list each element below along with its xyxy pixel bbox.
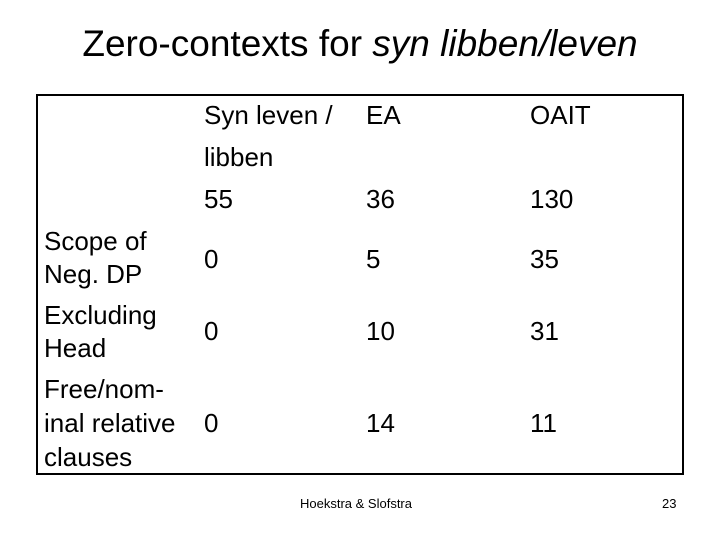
slide-title [0,20,720,68]
column-header-syn-leven-total: 55 [204,184,233,214]
row-label-scope-of-neg-dp-line-1: Scope of [44,226,147,256]
row-label-free-relatives-line-2: inal relative [44,408,176,438]
cell-scope-ea: 5 [366,244,381,274]
column-header-oait: OAIT [530,100,591,130]
row-label-scope-of-neg-dp-line-2: Neg. DP [44,259,143,289]
row-label-free-relatives-line-3: clauses [44,442,133,472]
cell-scope-oait: 35 [530,244,559,274]
cell-excluding-oait: 31 [530,316,559,346]
cell-free-relatives-oait: 11 [530,408,557,438]
cell-excluding-ea: 10 [366,316,395,346]
column-header-syn-leven-line-2: libben [204,142,274,172]
page-number: 23 [662,496,677,511]
cell-free-relatives-syn-leven: 0 [204,408,219,438]
row-label-excluding-head-line-1: Excluding [44,300,157,330]
cell-free-relatives-ea: 14 [366,408,395,438]
column-header-syn-leven-line-1: Syn leven / [204,100,333,130]
column-header-ea: EA [366,100,401,130]
column-header-oait-total: 130 [530,184,574,214]
column-header-ea-total: 36 [366,184,395,214]
footer-source: Hoekstra & Slofstra [300,496,412,511]
row-label-free-relatives-line-1: Free/nom- [44,374,164,404]
slide-title-italic: syn libben/leven [372,23,638,64]
cell-scope-syn-leven: 0 [204,244,219,274]
row-label-excluding-head-line-2: Head [44,333,107,363]
slide-title-plain: Zero-contexts for [82,23,373,64]
cell-excluding-syn-leven: 0 [204,316,219,346]
